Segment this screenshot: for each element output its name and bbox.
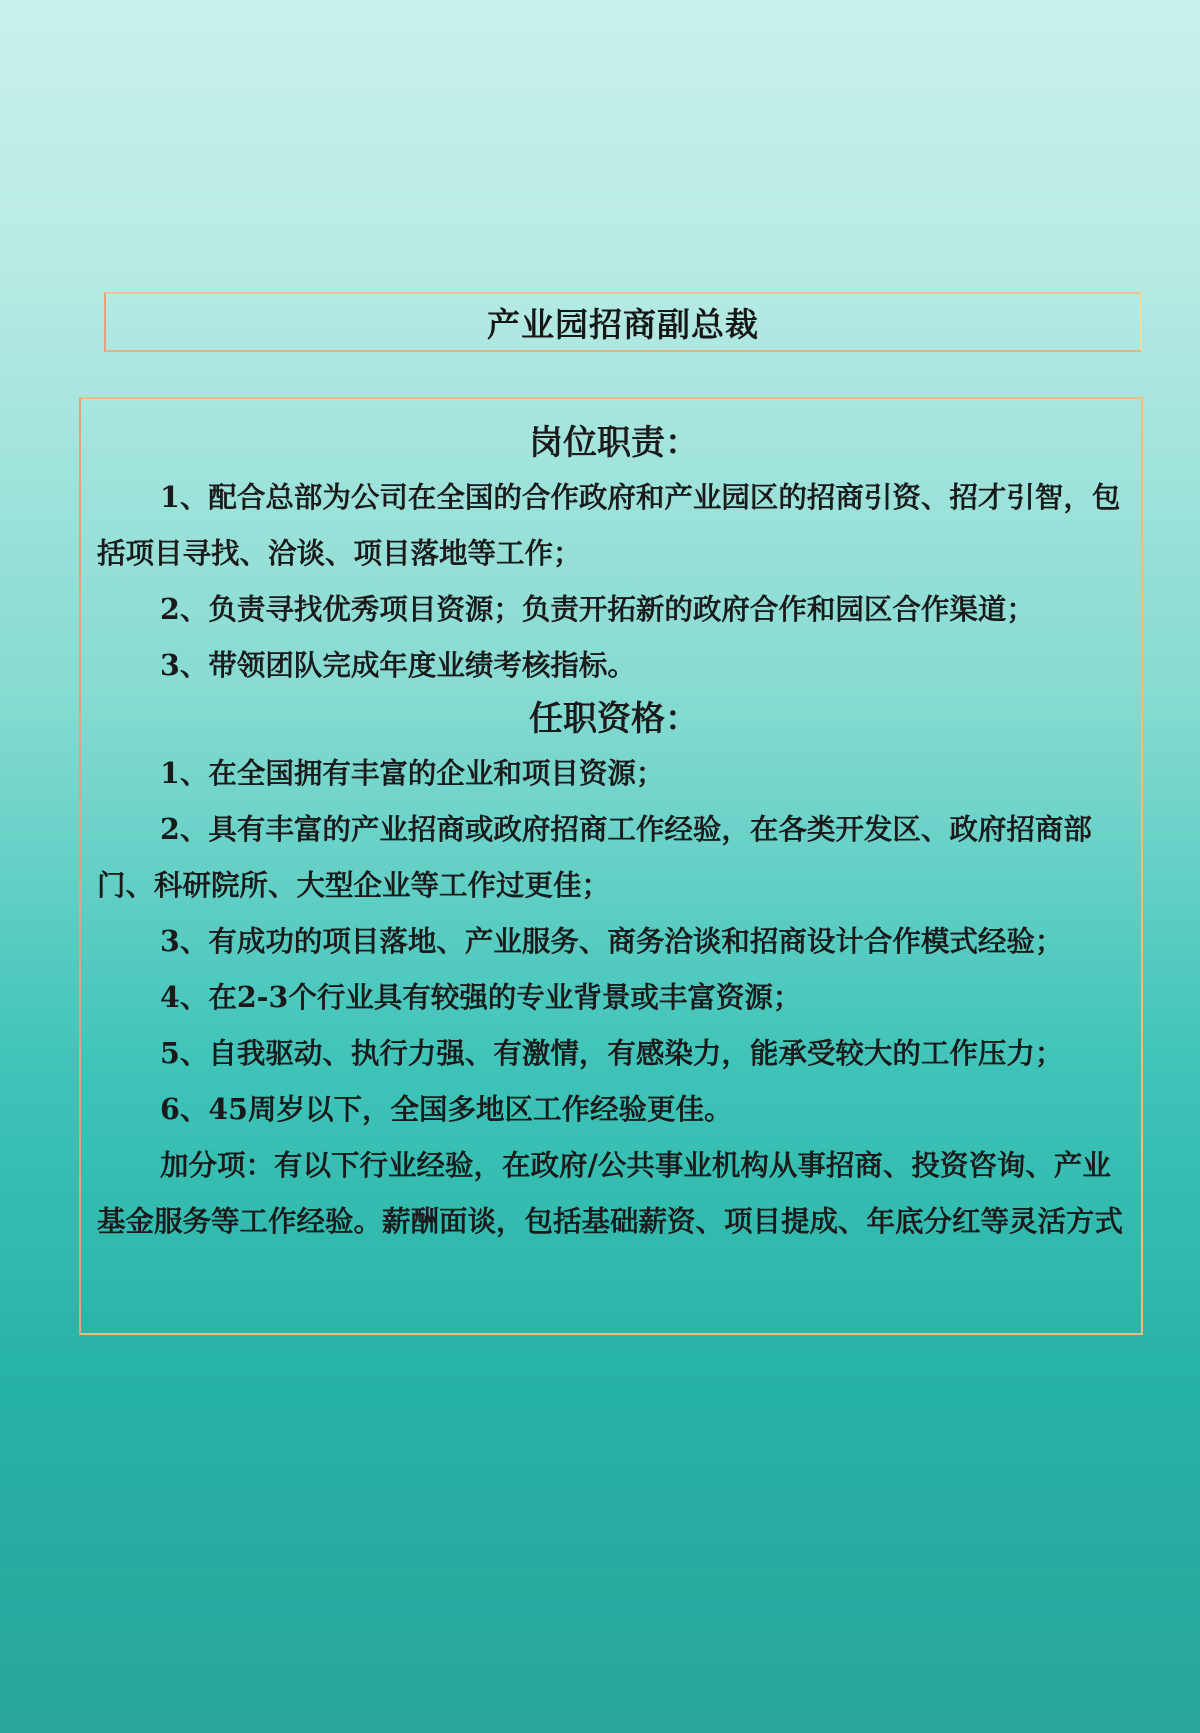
requirement-item-5: 5、自我驱动、执行力强、有激情，有感染力，能承受较大的工作压力； [160,1036,1064,1070]
job-description-box [79,397,1143,1335]
job-title: 产业园招商副总裁 [487,304,759,344]
duty-item-3: 3、带领团队完成年度业绩考核指标。 [160,648,636,682]
duty-item-2: 2、负责寻找优秀项目资源；负责开拓新的政府合作和园区合作渠道； [160,592,1035,626]
duties-heading: 岗位职责： [529,423,699,463]
bonus-item: 加分项：有以下行业经验，在政府/公共事业机构从事招商、投资咨询、产业基金服务等工作经验。薪酬面谈，包括基础薪资、项目提成、年底分红等灵活方式 [97,1148,1124,1238]
requirement-item-3: 3、有成功的项目落地、产业服务、商务洽谈和招商设计合作模式经验； [160,924,1064,958]
job-title-box [104,292,1142,352]
requirements-heading: 任职资格： [529,699,699,739]
requirement-item-4: 4、在2-3个行业具有较强的专业背景或丰富资源； [160,980,802,1014]
duty-item-1: 1、配合总部为公司在全国的合作政府和产业园区的招商引资、招才引智，包括项目寻找、洽谈、项目落地等工作； [97,480,1121,570]
requirement-item-6: 6、45周岁以下，全国多地区工作经验更佳。 [160,1092,733,1126]
requirement-item-1: 1、在全国拥有丰富的企业和项目资源； [160,756,665,790]
requirement-item-2: 2、具有丰富的产业招商或政府招商工作经验，在各类开发区、政府招商部门、科研院所、大型企业等工作过更佳； [97,812,1092,902]
